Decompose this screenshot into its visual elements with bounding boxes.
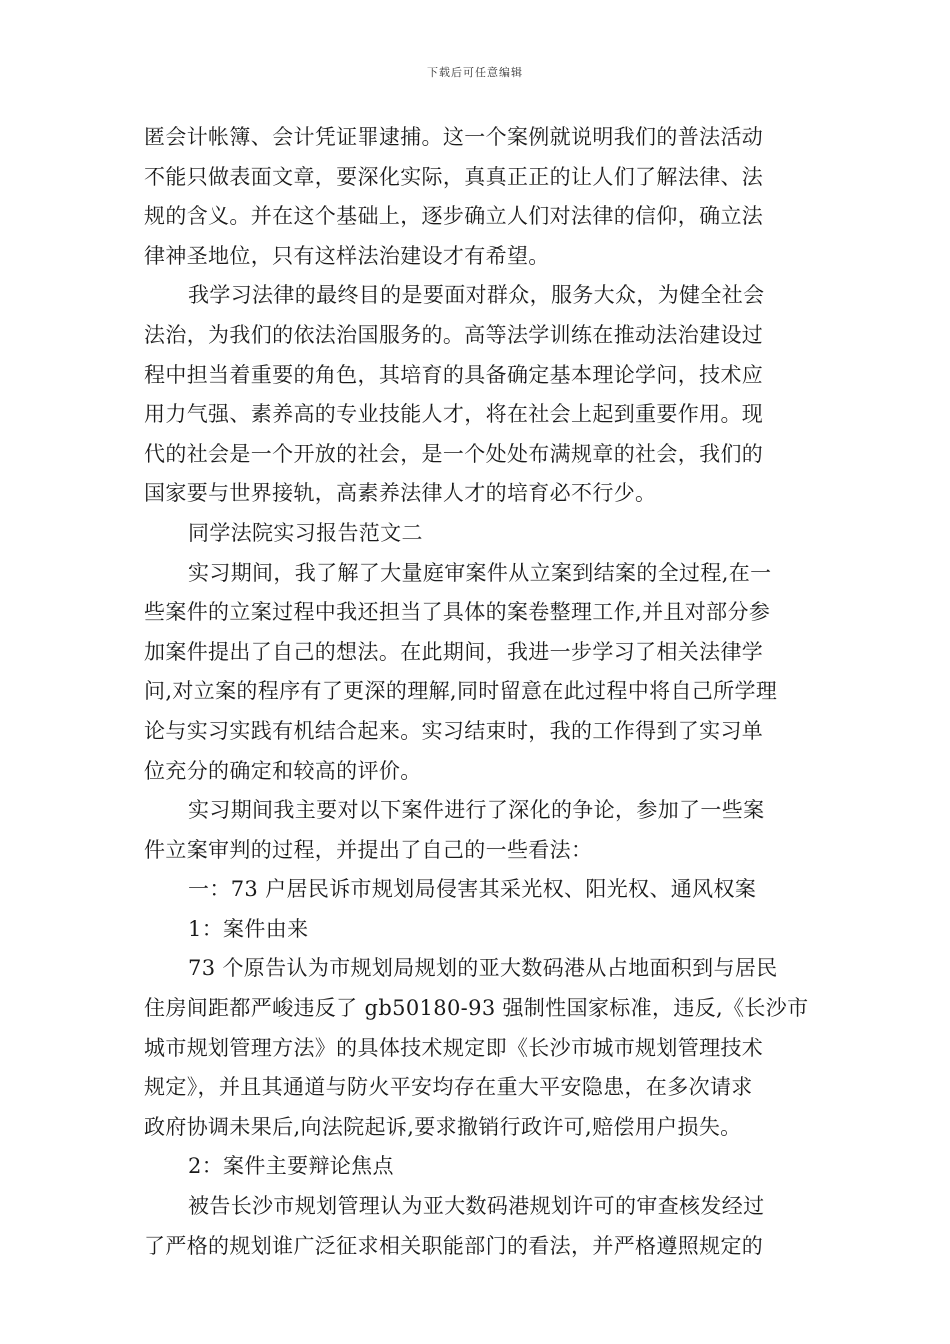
- text-line: 了严格的规划谁广泛征求相关职能部门的看法，并严格遵照规定的: [144, 1233, 764, 1258]
- text-line: 政府协调未果后,向法院起诉,要求撤销行政许可,赔偿用户损失。: [144, 1114, 742, 1139]
- text-line: 规的含义。并在这个基础上，逐步确立人们对法律的信仰，确立法: [144, 204, 764, 229]
- text-line: 律神圣地位，只有这样法治建设才有希望。: [144, 243, 550, 268]
- text-line: 代的社会是一个开放的社会，是一个处处布满规章的社会，我们的: [144, 441, 764, 466]
- text-line: 住房间距都严峻违反了 gb50180-93 强制性国家标准，违反,《长沙市: [144, 996, 809, 1021]
- text-line: 规定》，并且其通道与防火平安均存在重大平安隐患，在多次请求: [144, 1075, 753, 1100]
- text-line: 1：案件由来: [188, 916, 309, 941]
- text-line: 法治，为我们的依法治国服务的。高等法学训练在推动法治建设过: [144, 322, 764, 347]
- text-line: 件立案审判的过程，并提出了自己的一些看法：: [144, 837, 593, 862]
- document-body: [144, 118, 812, 1266]
- text-line: 实习期间，我了解了大量庭审案件从立案到结案的全过程,在一: [188, 560, 772, 585]
- page-header: 下载后可任意编辑: [427, 66, 523, 79]
- text-line: 我学习法律的最终目的是要面对群众，服务大众，为健全社会: [188, 283, 765, 308]
- text-line: 城市规划管理方法》的具体技术规定即《长沙市城市规划管理技术: [144, 1035, 764, 1060]
- text-line: 论与实习实践有机结合起来。实习结束时，我的工作得到了实习单: [144, 718, 764, 743]
- text-line: 73 个原告认为市规划局规划的亚大数码港从占地面积到与居民: [188, 956, 778, 981]
- text-line: 位充分的确定和较高的评价。: [144, 758, 422, 783]
- text-line: 同学法院实习报告范文二: [188, 520, 423, 545]
- text-line: 2：案件主要辩论焦点: [188, 1154, 394, 1179]
- text-line: 一：73 户居民诉市规划局侵害其采光权、阳光权、通风权案: [188, 877, 757, 902]
- text-line: 国家要与世界接轨，高素养法律人才的培育必不行少。: [144, 481, 657, 506]
- text-line: 被告长沙市规划管理认为亚大数码港规划许可的审查核发经过: [188, 1194, 765, 1219]
- text-line: 问,对立案的程序有了更深的理解,同时留意在此过程中将自己所学理: [144, 679, 778, 704]
- text-line: 加案件提出了自己的想法。在此期间，我进一步学习了相关法律学: [144, 639, 764, 664]
- text-line: 用力气强、素养高的专业技能人才，将在社会上起到重要作用。现: [144, 402, 764, 427]
- text-line: 些案件的立案过程中我还担当了具体的案卷整理工作,并且对部分参: [144, 600, 771, 625]
- text-line: 匿会计帐簿、会计凭证罪逮捕。这一个案例就说明我们的普法活动: [144, 125, 764, 149]
- text-line: 不能只做表面文章，要深化实际，真真正正的让人们了解法律、法: [144, 164, 764, 189]
- text-line: 实习期间我主要对以下案件进行了深化的争论，参加了一些案: [188, 798, 765, 823]
- text-line: 程中担当着重要的角色，其培育的具备确定基本理论学问，技术应: [144, 362, 764, 387]
